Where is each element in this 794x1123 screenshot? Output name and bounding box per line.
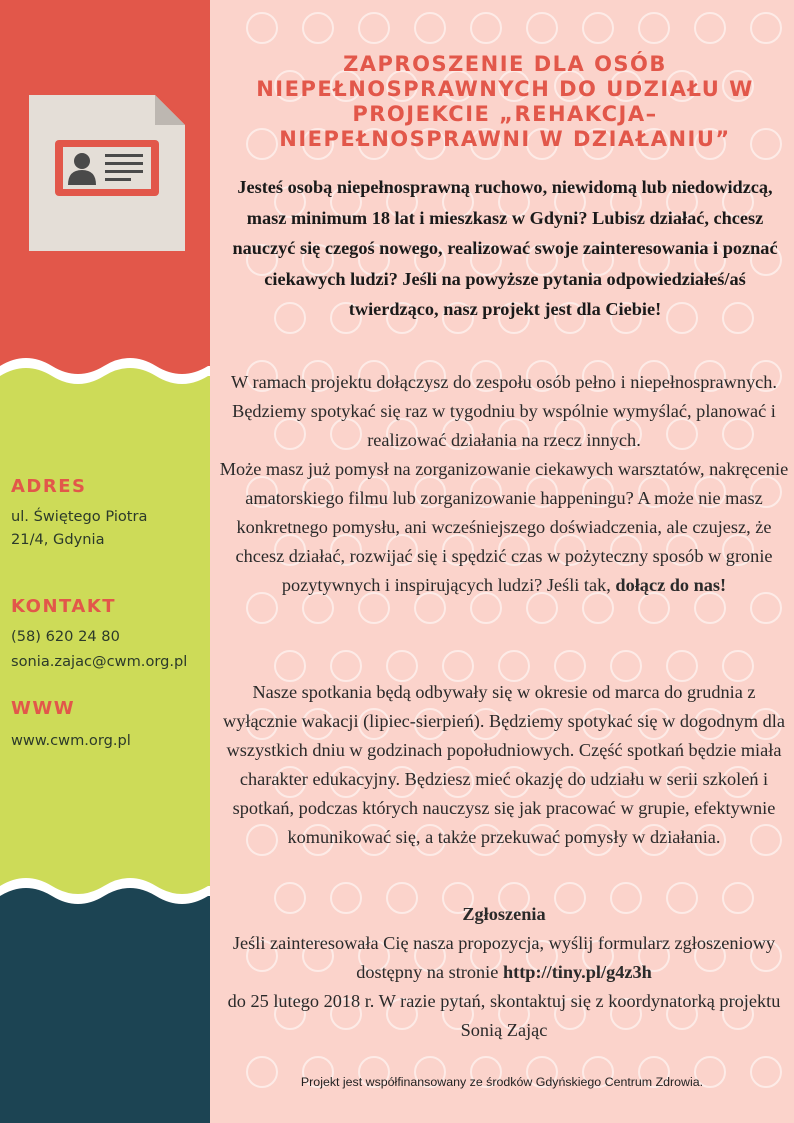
phone-number: (58) 620 24 80	[11, 628, 120, 645]
pattern-circle	[723, 651, 753, 681]
application-section	[218, 900, 790, 1045]
sidebar-teal-band	[0, 895, 210, 1123]
pattern-circle	[751, 13, 781, 43]
pattern-circle	[415, 13, 445, 43]
pattern-circle	[275, 651, 305, 681]
description-part-1: W ramach projektu dołączysz do zespołu osób pełno i niepełnosprawnych. Będziemy spotykać się raz w tygodniu by wspólnie wymyślać, planować i realizować działania na rzecz innych.	[231, 372, 777, 450]
pattern-circle	[695, 13, 725, 43]
pattern-circle	[359, 13, 389, 43]
pattern-circle	[331, 651, 361, 681]
main-content	[210, 0, 794, 1123]
pattern-circle	[387, 651, 417, 681]
address-line-1: ul. Świętego Piotra	[11, 508, 148, 525]
sidebar	[0, 0, 210, 1123]
intro-paragraph: Jesteś osobą niepełnosprawną ruchowo, niewidomą lub niedowidzcą, masz minimum 18 lat i mieszkasz w Gdyni? Lubisz działać, chcesz nauczyć się czegoś nowego, realizować swoje zainteresowania i poznać ciekawych ludzi? Jeśli na powyższe pytania odpowiedziałeś/aś twierdząco, nasz projekt jest dla Ciebie!	[232, 177, 778, 319]
id-card-document-icon	[27, 93, 187, 253]
join-us-text: dołącz do nas!	[615, 575, 727, 595]
pattern-circle	[527, 13, 557, 43]
meetings-paragraph: Nasze spotkania będą odbywały się w okresie od marca do grudnia z wyłącznie wakacji (lipiec-sierpień). Będziemy spotykać się w dogodnym dla wszystkich dniu w godzinach popołudniowych. Część spotkań będzie miała charakter edukacyjny. Będziesz mieć okazję do udziału w serii szkoleń i spotkań, podczas których nauczysz się jak pracować w grupie, efektywnie komunikować się, a także przekuwać pomysły w działania.	[223, 682, 785, 847]
contact-heading: KONTAKT	[11, 596, 117, 617]
pattern-circle	[471, 13, 501, 43]
application-link[interactable]: http://tiny.pl/g4z3h	[502, 962, 652, 982]
pattern-circle	[499, 651, 529, 681]
pattern-circle	[667, 651, 697, 681]
wave-divider-bottom	[0, 872, 210, 912]
pattern-circle	[583, 13, 613, 43]
application-text-1: Jeśli zainteresowała Cię nasza propozycja, wyślij formularz zgłoszeniowy dostępny na stronie	[232, 933, 776, 982]
application-heading: Zgłoszenia	[462, 904, 546, 924]
description-part-2: Może masz już pomysł na zorganizowanie ciekawych warsztatów, nakręcenie amatorskiego filmu lub zorganizowanie happeningu? A może nie masz konkretnego pomysłu, ani wcześniejszego doświadczenia, ale czujesz, że chcesz działać, rozwijać się i spędzić czas w pożyteczny sposób w gronie pozytywnych i inspirujących ludzi? Jeśli tak,	[219, 459, 789, 595]
pattern-circle	[303, 13, 333, 43]
project-description	[218, 368, 790, 600]
funding-footer: Projekt jest współfinansowany ze środków Gdyńskiego Centrum Zdrowia.	[300, 1075, 704, 1089]
wave-divider-top	[0, 352, 210, 392]
page-title: ZAPROSZENIE DLA OSÓB NIEPEŁNOSPRAWNYCH DO UDZIAŁU W PROJEKCIE „REHAKCJA– NIEPEŁNOSPRAWNI W DZIAŁANIU”	[256, 52, 754, 151]
email-link[interactable]: sonia.zajac@cwm.org.pl	[11, 653, 188, 670]
pattern-circle	[443, 651, 473, 681]
address-line-2: 21/4, Gdynia	[11, 531, 105, 548]
website-link[interactable]: www.cwm.org.pl	[11, 732, 131, 749]
www-heading: WWW	[11, 698, 76, 719]
pattern-circle	[611, 651, 641, 681]
pattern-circle	[639, 13, 669, 43]
application-text-2: do 25 lutego 2018 r. W razie pytań, skontaktuj się z koordynatorką projektu Sonią Zając	[227, 991, 781, 1040]
address-heading: ADRES	[11, 476, 87, 497]
pattern-circle	[247, 13, 277, 43]
pattern-circle	[555, 651, 585, 681]
